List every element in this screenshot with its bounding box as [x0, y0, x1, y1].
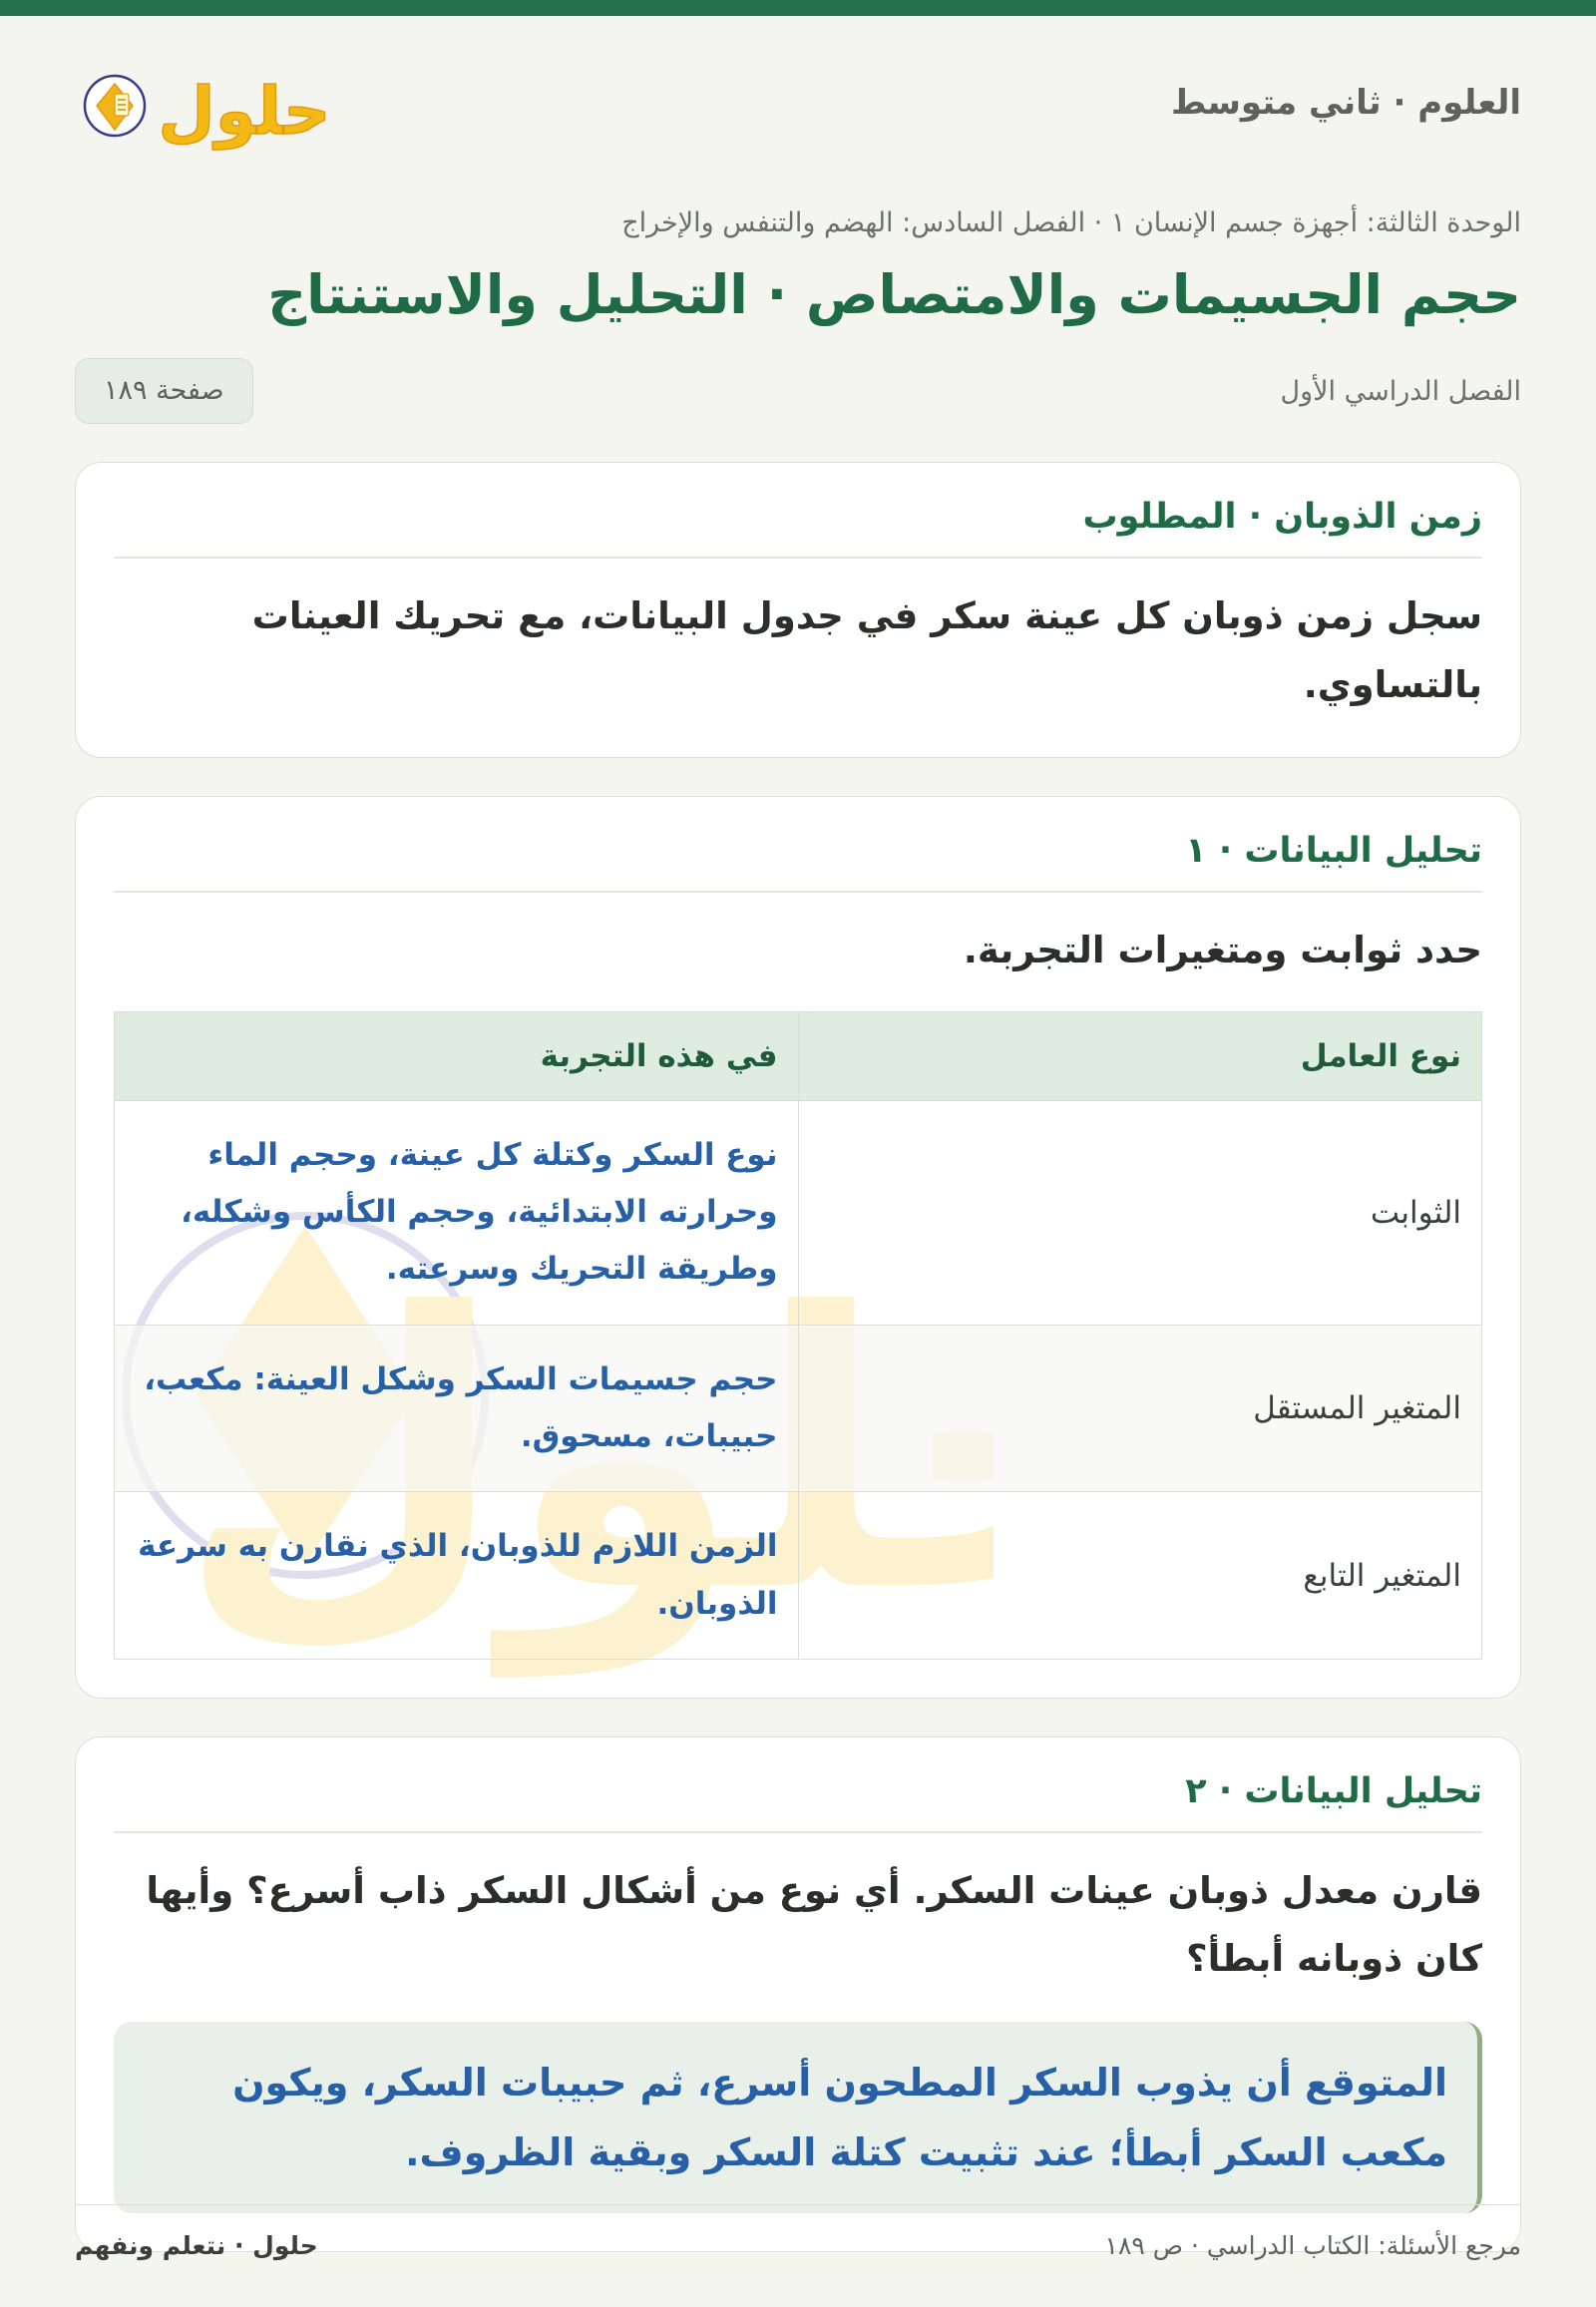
column-header: نوع العامل: [798, 1011, 1482, 1100]
card-title: تحليل البيانات · ١: [114, 831, 1482, 893]
subject-label: العلوم · ثاني متوسط: [1171, 83, 1521, 123]
page: [75, 16, 1521, 2307]
table-header-row: [115, 1011, 1482, 1100]
table-row: [115, 1100, 1482, 1325]
card-title: زمن الذوبان · المطلوب: [114, 497, 1482, 559]
analysis-1-card: [75, 796, 1521, 1699]
logo-text: حلول: [158, 73, 331, 150]
question-text: قارن معدل ذوبان عينات السكر. أي نوع من أشكال السكر ذاب أسرع؟ وأيها كان ذوبانه أبطأ؟: [146, 1868, 1482, 1981]
card-body: سجل زمن ذوبان كل عينة سكر في جدول البيانات، مع تحريك العينات بالتساوي.: [251, 594, 1482, 706]
breadcrumb[interactable]: الوحدة الثالثة: أجهزة جسم الإنسان ١ · الفصل السادس: الهضم والتنفس والإخراج: [621, 207, 1521, 238]
card-title: تحليل البيانات · ٢: [114, 1771, 1482, 1833]
factor-kind: المتغير التابع: [798, 1492, 1482, 1660]
meta-row: [75, 358, 1521, 424]
page-number-badge: صفحة ١٨٩: [75, 358, 253, 424]
semester-label: الفصل الدراسي الأول: [1280, 376, 1521, 408]
footer-brand[interactable]: حلول · نتعلم ونفهم: [75, 2231, 318, 2260]
question-text: حدد ثوابت ومتغيرات التجربة.: [963, 929, 1482, 972]
table-row: [115, 1492, 1482, 1660]
factor-value: حجم جسيمات السكر وشكل العينة: مكعب، حبيبات، مسحوق.: [115, 1325, 799, 1492]
factors-table: [114, 1011, 1482, 1660]
column-header: في هذه التجربة: [115, 1011, 799, 1100]
table-row: [115, 1325, 1482, 1492]
factor-value: نوع السكر وكتلة كل عينة، وحجم الماء وحرارته الابتدائية، وحجم الكأس وشكله، وطريقة التحريك وسرعته.: [115, 1100, 799, 1325]
factor-kind: المتغير المستقل: [798, 1325, 1482, 1492]
answer-box: المتوقع أن يذوب السكر المطحون أسرع، ثم حبيبات السكر، ويكون مكعب السكر أبطأ؛ عند تثبيت كتلة السكر وبقية الظروف.: [114, 2022, 1482, 2214]
factor-kind: الثوابت: [798, 1100, 1482, 1325]
factor-value: الزمن اللازم للذوبان، الذي نقارن به سرعة الذوبان.: [115, 1492, 799, 1660]
top-accent-bar: [0, 0, 1596, 16]
header: [75, 16, 1521, 176]
page-title: حجم الجسيمات والامتصاص · التحليل والاستنتاج: [267, 263, 1521, 326]
required-card: [75, 462, 1521, 758]
hulul-logo[interactable]: [75, 56, 334, 156]
footer: [75, 2204, 1521, 2284]
analysis-2-card: [75, 1736, 1521, 2252]
footer-reference: مرجع الأسئلة: الكتاب الدراسي · ص ١٨٩: [1104, 2231, 1521, 2260]
